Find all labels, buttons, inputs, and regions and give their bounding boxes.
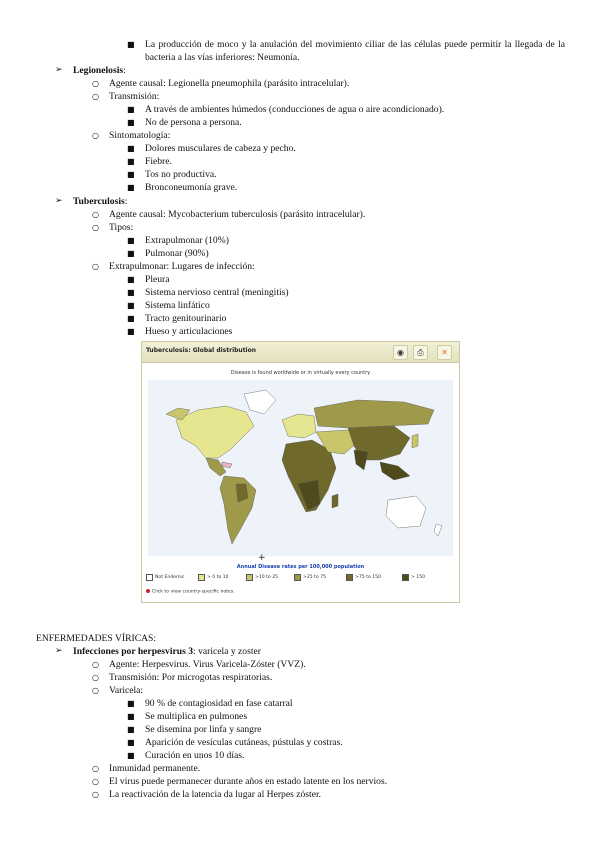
square-bullet-icon: ■ bbox=[127, 301, 135, 310]
tuberculosis-tipos: Tipos: bbox=[109, 222, 134, 233]
herpes-transmision: Transmisión: Por microgotas respiratorias. bbox=[109, 672, 273, 683]
list-item: Dolores musculares de cabeza y pecho. bbox=[145, 143, 296, 154]
list-item: Pulmonar (90%) bbox=[145, 248, 209, 259]
legionelosis-agente: Agente causal: Legionella pneumophila (parásito intracelular). bbox=[109, 78, 350, 89]
circle-bullet-icon: ○ bbox=[92, 223, 99, 232]
list-item: 90 % de contagiosidad en fase catarral bbox=[145, 698, 293, 709]
square-bullet-icon: ■ bbox=[127, 105, 135, 114]
print-icon[interactable]: ⎙ bbox=[413, 345, 428, 360]
reactivacion-text: La reactivación de la latencia da lugar al Herpes zóster. bbox=[109, 789, 322, 800]
tuberculosis-extrapulmonar: Extrapulmonar: Lugares de infección: bbox=[109, 261, 255, 272]
square-bullet-icon: ■ bbox=[127, 275, 135, 284]
circle-bullet-icon: ○ bbox=[92, 262, 99, 271]
circle-bullet-icon: ○ bbox=[92, 777, 99, 786]
click-note[interactable]: Click to view country-specific notes. bbox=[146, 589, 235, 595]
world-map bbox=[148, 380, 453, 556]
square-bullet-icon: ■ bbox=[127, 118, 135, 127]
red-dot-icon bbox=[146, 589, 150, 593]
circle-bullet-icon: ○ bbox=[92, 92, 99, 101]
square-bullet-icon: ■ bbox=[127, 725, 135, 734]
square-bullet-icon: ■ bbox=[127, 327, 135, 336]
arrow-bullet-icon: ➢ bbox=[55, 196, 63, 206]
list-item: Extrapulmonar (10%) bbox=[145, 235, 229, 246]
square-bullet-icon: ■ bbox=[127, 699, 135, 708]
globe-icon[interactable]: ◉ bbox=[393, 345, 408, 360]
list-item: Sistema linfático bbox=[145, 300, 210, 311]
legionelosis-heading: Legionelosis: bbox=[73, 65, 126, 76]
square-bullet-icon: ■ bbox=[127, 170, 135, 179]
square-bullet-icon: ■ bbox=[127, 249, 135, 258]
square-bullet-icon: ■ bbox=[127, 314, 135, 323]
list-item: Se multiplica en pulmones bbox=[145, 711, 248, 722]
latente-text: El virus puede permanecer durante años en estado latente en los nervios. bbox=[109, 776, 388, 787]
widget-title: Tuberculosis: Global distribution bbox=[146, 347, 257, 354]
square-bullet-icon: ■ bbox=[127, 288, 135, 297]
square-bullet-icon: ■ bbox=[127, 751, 135, 760]
legend-swatch bbox=[146, 574, 153, 581]
list-item: Tracto genitourinario bbox=[145, 313, 227, 324]
country-madagascar[interactable] bbox=[332, 494, 338, 508]
widget-note: Disease is found worldwide or in virtually every country bbox=[230, 370, 371, 376]
legionelosis-transmision: Transmisión: bbox=[109, 91, 160, 102]
circle-bullet-icon: ○ bbox=[92, 131, 99, 140]
legend-item: >75 to 150 bbox=[346, 574, 381, 582]
square-bullet-icon: ■ bbox=[127, 738, 135, 747]
varicela-label: Varicela: bbox=[109, 685, 144, 696]
arrow-bullet-icon: ➢ bbox=[55, 646, 63, 656]
circle-bullet-icon: ○ bbox=[92, 673, 99, 682]
country-japan[interactable] bbox=[412, 434, 418, 448]
legend-item: > 150 bbox=[402, 574, 425, 582]
square-bullet-icon: ■ bbox=[127, 144, 135, 153]
circle-bullet-icon: ○ bbox=[92, 660, 99, 669]
herpes-agente: Agente: Herpesvirus. Virus Varicela-Zóster (VVZ). bbox=[109, 659, 306, 670]
legend-swatch bbox=[198, 574, 205, 581]
inmunidad-text: Inmunidad permanente. bbox=[109, 763, 201, 774]
list-item: A través de ambientes húmedos (conducciones de agua o aire acondicionado). bbox=[145, 104, 445, 115]
crosshair-cursor-icon: + bbox=[258, 553, 266, 563]
circle-bullet-icon: ○ bbox=[92, 79, 99, 88]
circle-bullet-icon: ○ bbox=[92, 790, 99, 799]
circle-bullet-icon: ○ bbox=[92, 764, 99, 773]
legend-swatch bbox=[402, 574, 409, 581]
intro-bullet-text: La producción de moco y la anulación del movimiento ciliar de las células puede permitir la llegada de la bacteria a las vías inferiores: Neumonía. bbox=[145, 39, 565, 63]
list-item: Aparición de vesículas cutáneas, pústulas y costras. bbox=[145, 737, 343, 748]
viricas-heading: ENFERMEDADES VÍRICAS: bbox=[36, 633, 157, 644]
legend-item: > 0 to 10 bbox=[198, 574, 229, 582]
arrow-bullet-icon: ➢ bbox=[55, 65, 63, 75]
legionelosis-sintomatologia: Sintomatología: bbox=[109, 130, 171, 141]
herpes-heading: Infecciones por herpesvirus 3: varicela y zoster bbox=[73, 646, 261, 657]
legend-item: >25 to 75 bbox=[294, 574, 326, 582]
square-bullet-icon: ■ bbox=[127, 236, 135, 245]
list-item: Fiebre. bbox=[145, 156, 172, 167]
legend-swatch bbox=[246, 574, 253, 581]
list-item: Tos no productiva. bbox=[145, 169, 217, 180]
legend-swatch bbox=[346, 574, 353, 581]
legend-title: Annual Disease rates per 100,000 population bbox=[236, 564, 365, 570]
square-bullet-icon: ■ bbox=[127, 712, 135, 721]
list-item: Bronconeumonía grave. bbox=[145, 182, 238, 193]
tuberculosis-agente: Agente causal: Mycobacterium tuberculosis (parásito intracelular). bbox=[109, 209, 366, 220]
square-bullet-icon: ■ bbox=[127, 40, 135, 49]
legend-item: Not Endemic bbox=[146, 574, 184, 582]
list-item: No de persona a persona. bbox=[145, 117, 242, 128]
circle-bullet-icon: ○ bbox=[92, 686, 99, 695]
circle-bullet-icon: ○ bbox=[92, 210, 99, 219]
list-item: Hueso y articulaciones bbox=[145, 326, 233, 337]
map-widget bbox=[141, 341, 460, 603]
square-bullet-icon: ■ bbox=[127, 183, 135, 192]
legend-swatch bbox=[294, 574, 301, 581]
list-item: Sistema nervioso central (meningitis) bbox=[145, 287, 289, 298]
list-item: Curación en unos 10 días. bbox=[145, 750, 245, 761]
close-icon[interactable]: ✕ bbox=[437, 345, 452, 360]
square-bullet-icon: ■ bbox=[127, 157, 135, 166]
list-item: Se disemina por linfa y sangre bbox=[145, 724, 262, 735]
legend-item: >10 to 25 bbox=[246, 574, 278, 582]
list-item: Pleura bbox=[145, 274, 170, 285]
tuberculosis-heading: Tuberculosis: bbox=[73, 196, 128, 207]
